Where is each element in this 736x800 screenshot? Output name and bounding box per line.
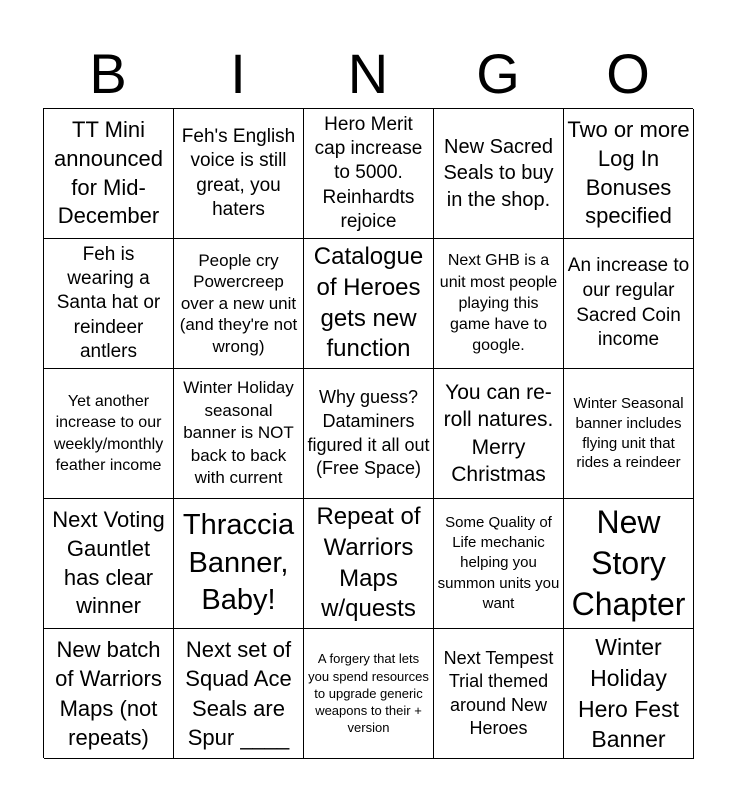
bingo-cell-text: New batch of Warriors Maps (not repeats) xyxy=(55,637,162,750)
bingo-cell[interactable] xyxy=(44,109,174,239)
bingo-cell-text: You can re-roll natures. Merry Christmas xyxy=(443,380,554,486)
bingo-cell-text: Why guess? Dataminers figured it all out (Free Space) xyxy=(307,386,430,479)
bingo-cell[interactable] xyxy=(564,109,694,239)
bingo-cell[interactable] xyxy=(564,499,694,629)
bingo-cell[interactable] xyxy=(304,369,434,499)
bingo-cell-text: Feh's English voice is still great, you haters xyxy=(181,125,296,220)
bingo-grid xyxy=(43,108,693,758)
bingo-cell[interactable] xyxy=(304,239,434,369)
bingo-cell[interactable] xyxy=(44,499,174,629)
bingo-cell-text: Thraccia Banner, Baby! xyxy=(182,508,295,617)
bingo-cell-text: Next Tempest Trial themed around New Heroes xyxy=(443,647,554,738)
bingo-cell-text: New Sacred Seals to buy in the shop. xyxy=(443,135,554,211)
bingo-cell[interactable] xyxy=(174,499,304,629)
bingo-cell[interactable] xyxy=(434,499,564,629)
bingo-cell[interactable] xyxy=(174,369,304,499)
bingo-cell-text: People cry Powercreep over a new unit (and they're not wrong) xyxy=(179,250,298,356)
bingo-cell-text: A forgery that lets you spend resources to upgrade generic weapons to their + version xyxy=(308,651,429,736)
bingo-cell[interactable] xyxy=(44,629,174,759)
bingo-cell-text: An increase to our regular Sacred Coin income xyxy=(567,255,690,351)
header-letter: N xyxy=(347,42,389,105)
bingo-cell[interactable] xyxy=(304,629,434,759)
header-letter: I xyxy=(230,42,246,105)
bingo-cell[interactable] xyxy=(174,629,304,759)
bingo-cell[interactable] xyxy=(44,369,174,499)
bingo-cell-text: TT Mini announced for Mid-December xyxy=(54,117,163,229)
bingo-cell-text: Some Quality of Life mechanic helping you summon units you want xyxy=(437,513,560,612)
bingo-cell[interactable] xyxy=(174,109,304,239)
bingo-cell[interactable] xyxy=(304,109,434,239)
bingo-cell-text: Winter Holiday seasonal banner is NOT back to back with current xyxy=(183,377,294,488)
bingo-cell[interactable] xyxy=(434,109,564,239)
bingo-cell[interactable] xyxy=(564,369,694,499)
bingo-cell[interactable] xyxy=(564,629,694,759)
header-letter: B xyxy=(89,42,127,105)
bingo-cell[interactable] xyxy=(434,239,564,369)
bingo-cell-text: Winter Holiday Hero Fest Banner xyxy=(578,634,679,753)
bingo-cell-text: Next Voting Gauntlet has clear winner xyxy=(52,507,165,619)
bingo-cell-text: Next GHB is a unit most people playing this game have to google. xyxy=(439,252,558,355)
bingo-header xyxy=(43,40,693,108)
bingo-cell-text: Two or more Log In Bonuses specified xyxy=(567,117,690,229)
bingo-cell-text: Winter Seasonal banner includes flying unit that rides a reindeer xyxy=(573,394,684,472)
bingo-cell[interactable] xyxy=(304,499,434,629)
bingo-cell-text: Catalogue of Heroes gets new function xyxy=(313,243,424,363)
bingo-cell[interactable] xyxy=(44,239,174,369)
bingo-cell-text: Repeat of Warriors Maps w/quests xyxy=(316,503,421,623)
bingo-cell[interactable] xyxy=(434,369,564,499)
bingo-cell[interactable] xyxy=(174,239,304,369)
bingo-cell-text: Feh is wearing a Santa hat or reindeer antlers xyxy=(56,243,161,362)
bingo-cell-text: Next set of Squad Ace Seals are Spur ____ xyxy=(185,637,292,750)
bingo-cell-text: Yet another increase to our weekly/monthly feather income xyxy=(53,392,164,474)
header-letter: O xyxy=(606,42,650,105)
bingo-cell[interactable] xyxy=(434,629,564,759)
bingo-cell-text: New Story Chapter xyxy=(571,504,686,622)
bingo-cell-text: Hero Merit cap increase to 5000. Reinhardts rejoice xyxy=(314,113,423,232)
header-letter: G xyxy=(476,42,520,105)
bingo-cell[interactable] xyxy=(564,239,694,369)
